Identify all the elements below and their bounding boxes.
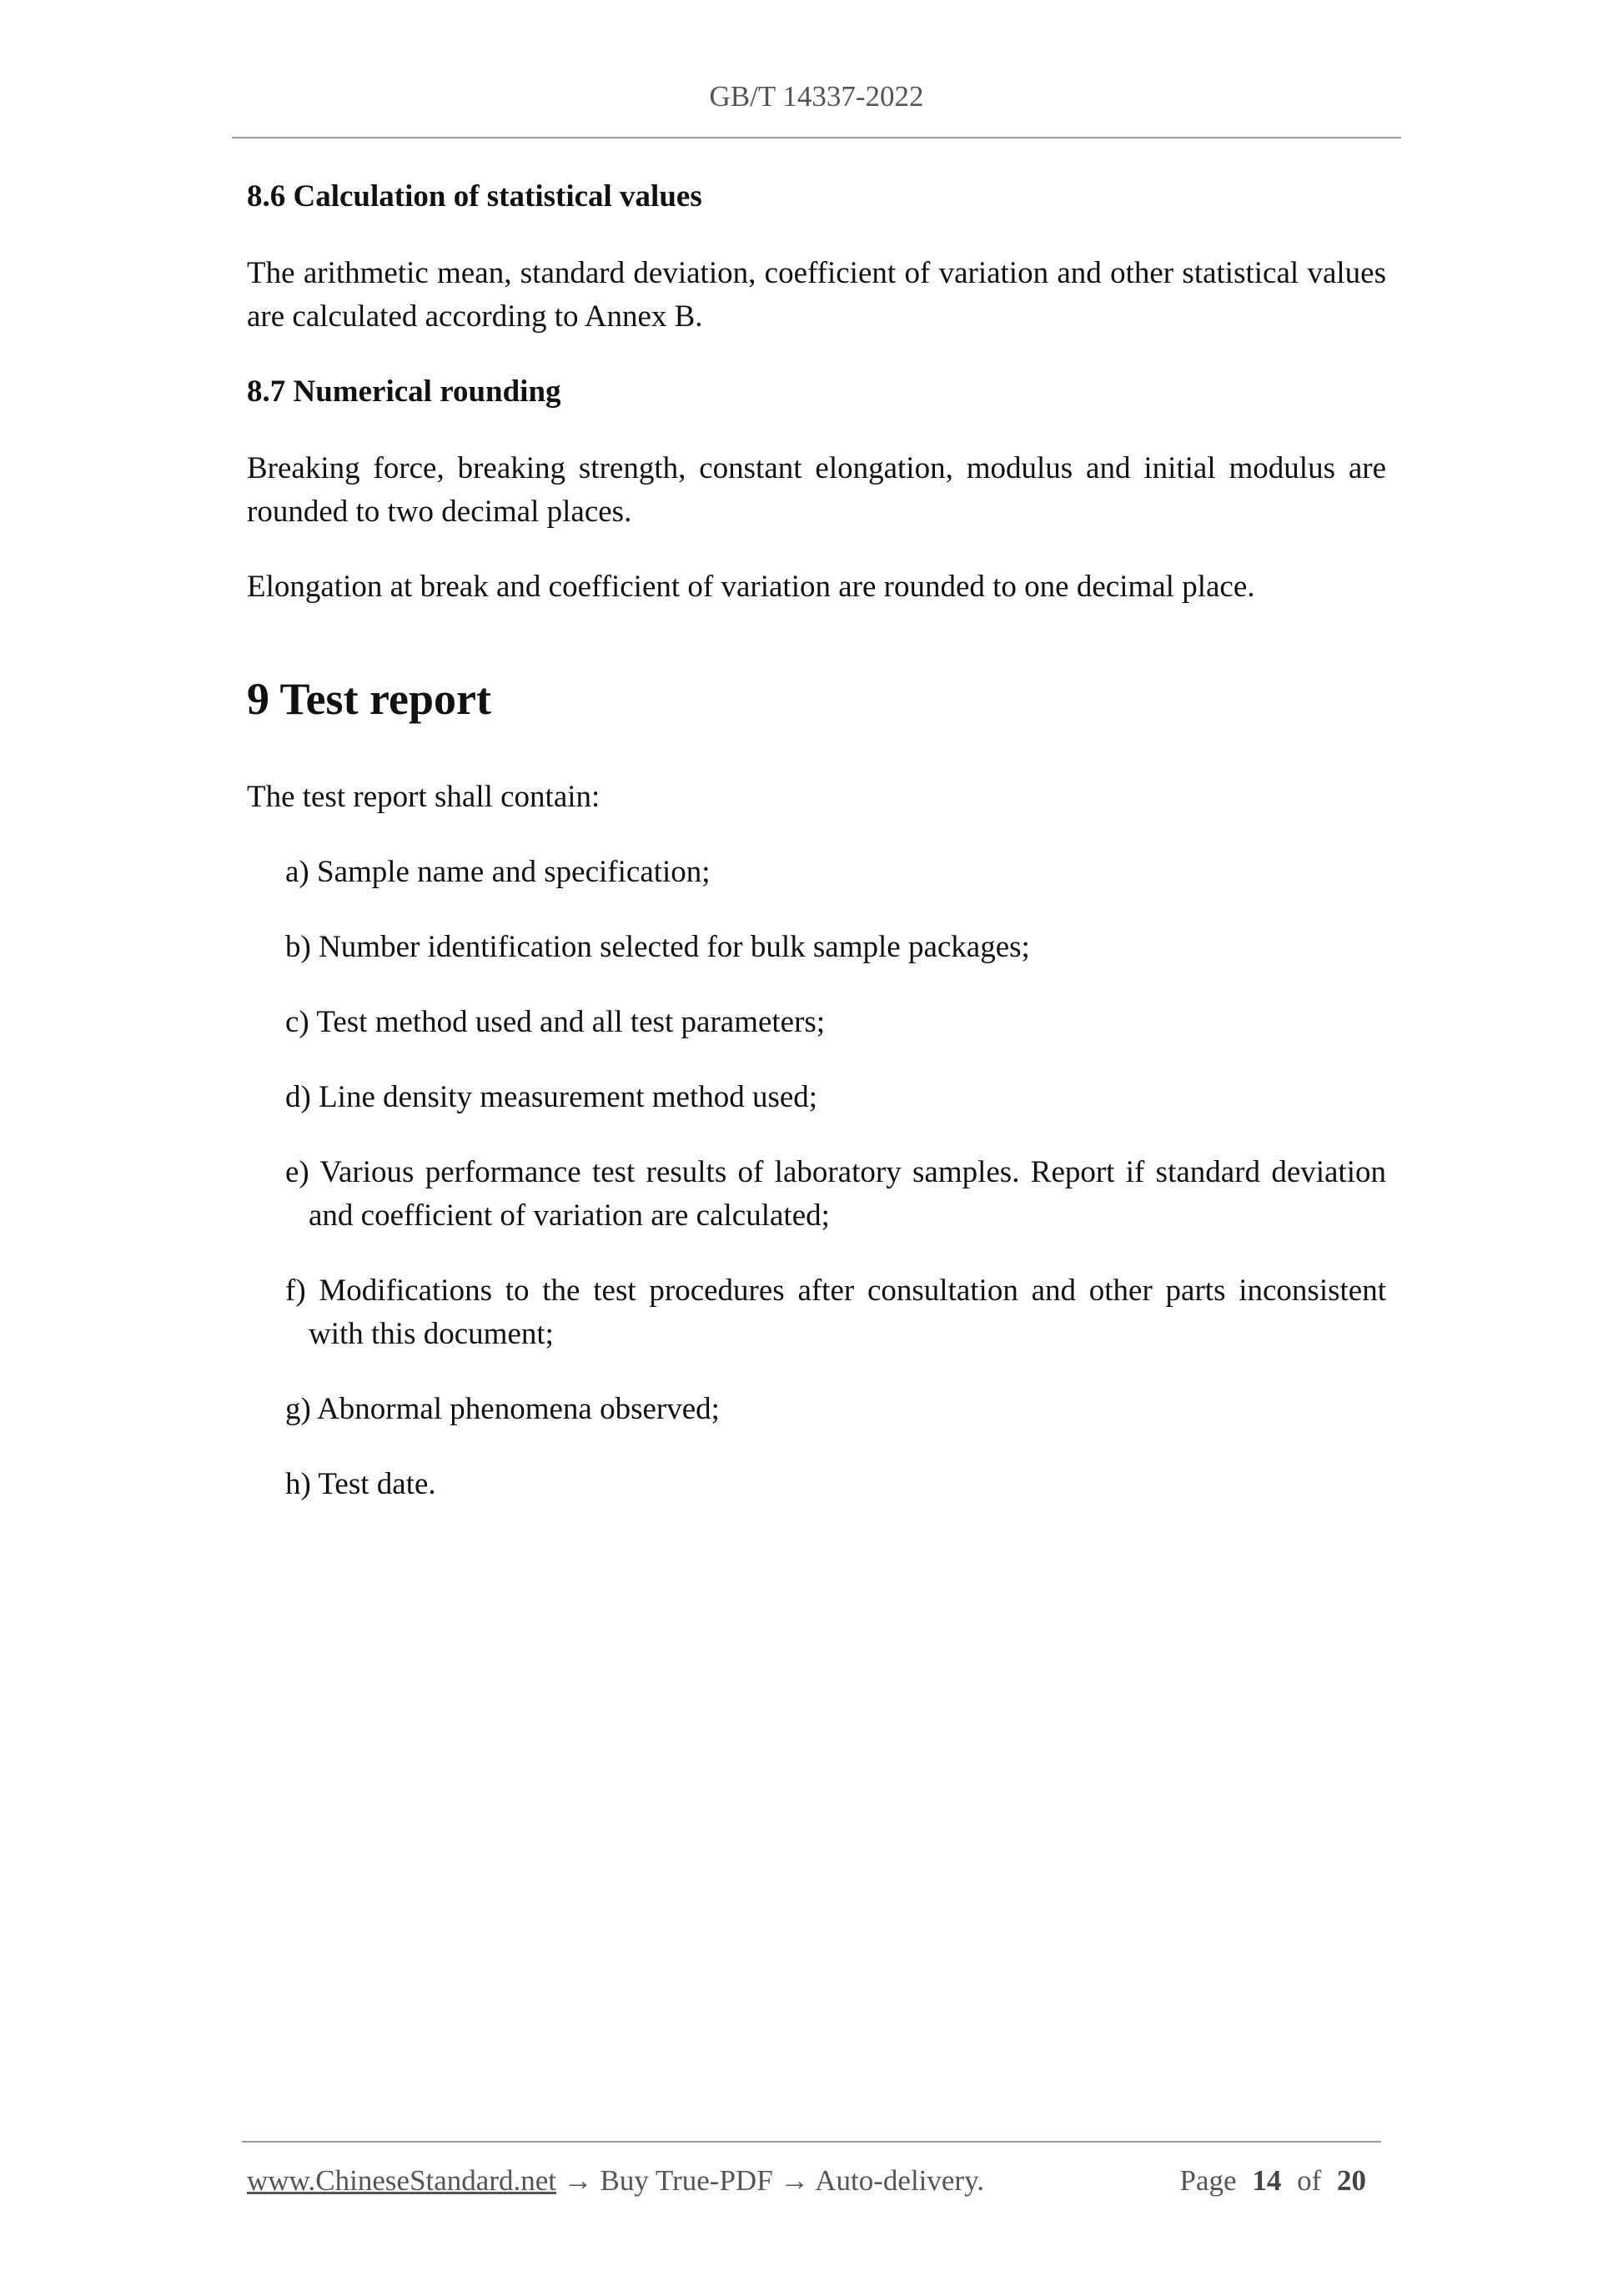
list-item: e) Various performance test results of laboratory samples. Report if standard deviation and coefficient of variation are calculated;	[285, 1155, 1386, 1233]
section-8-7-paragraph-1: Breaking force, breaking strength, constant elongation, modulus and initial modulus are rounded to two decimal places.	[247, 451, 1386, 529]
current-page: 14	[1252, 2164, 1282, 2197]
list-item: h) Test date.	[285, 1467, 436, 1501]
auto-delivery-text: Auto-delivery.	[815, 2164, 985, 2197]
buy-pdf-text: Buy True-PDF	[600, 2164, 773, 2197]
header-divider	[232, 137, 1401, 138]
section-9-intro: The test report shall contain:	[247, 780, 600, 814]
arrow-right-icon: →	[563, 2164, 593, 2197]
list-item: b) Number identification selected for bulk sample packages;	[285, 930, 1030, 964]
page-number	[1180, 2160, 1374, 2202]
total-pages: 20	[1337, 2164, 1366, 2197]
list-item: f) Modifications to the test procedures after consultation and other parts inconsistent with this document;	[285, 1274, 1386, 1351]
section-8-7-paragraph-2: Elongation at break and coefficient of variation are rounded to one decimal place.	[247, 570, 1255, 604]
footer-promo	[247, 2160, 984, 2202]
running-header: GB/T 14337-2022	[709, 80, 924, 113]
page-content	[247, 175, 1386, 1538]
arrow-right-icon: →	[780, 2164, 810, 2197]
section-8-6-text: The arithmetic mean, standard deviation, coefficient of variation and other statistical values are calculated according to Annex B.	[247, 256, 1386, 334]
list-item: a) Sample name and specification;	[285, 855, 711, 889]
section-8-7-title: 8.7 Numerical rounding	[247, 374, 561, 409]
footer-divider	[242, 2141, 1381, 2143]
website-link[interactable]: www.ChineseStandard.net	[247, 2164, 556, 2197]
page-label: Page	[1179, 2164, 1237, 2197]
of-label: of	[1297, 2164, 1322, 2197]
list-item: g) Abnormal phenomena observed;	[285, 1392, 720, 1426]
section-8-6-title: 8.6 Calculation of statistical values	[247, 179, 702, 214]
list-item: d) Line density measurement method used;	[285, 1080, 818, 1114]
test-report-list	[247, 851, 1386, 1506]
section-9-title: 9 Test report	[247, 674, 491, 724]
list-item: c) Test method used and all test parameters;	[285, 1005, 826, 1039]
